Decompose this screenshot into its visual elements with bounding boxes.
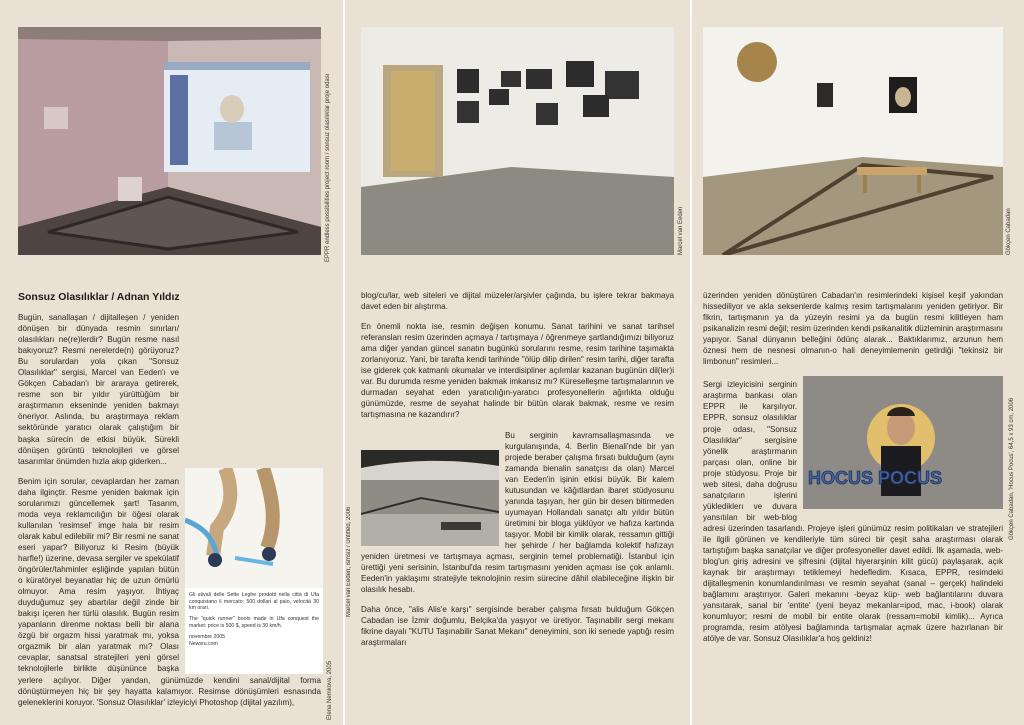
marcel-van-eeden-gallery-photo <box>361 27 674 255</box>
runner-boots-illustration <box>185 468 323 588</box>
article-paragraph: Benim için sorular, cevaplardan her zaman daha ilginçtir. Resme yeniden bakmak için sorularımızı güncellemek şart! Tasarım, moda veya reklamcılığın bir öğesi olarak kullanılan 'resimsel' imge hala bir resim olarak kabul edilebilir mi? Bir resmi ne sanat eseri yapar? Biliyoruz ki Resim (büyük harfle!) üzerine, devasa sergiler ve spekülatif öngörüler/tahminler eşliğinde yapılan bütün o küratöryel beyanatlar hiç de uzun ömürlü olmuyor. Ama resim yaşıyor. İhtiyaç duyduğumuz şey abartılar değil zinde bir bakışı içeren her türlü olasılık. Bugün resim yapanların direnme noktası belli bir alana özgü bir orgazm hissi yaratmak mı, yoksa orgazmik bir alan yaratmak mı? Olası cevaplar, sanatsal stratejileri yeni görsel teknolojilerle birlikte düşününce başka yerlere açılıyor. Diğer yandan, günümüzde kendini sanal/dijital forma dönüştürmeyen hiç bir şey hayatta kalamıyor. Resimse dönüşümleri esnasında geleneklerini koruyor. 'Sonsuz Olasılıklar' izleyiciyi Photoshop (dijital yazılım), <box>18 476 321 707</box>
column-3 <box>693 0 1024 725</box>
hocus-pocus-painting <box>803 376 1003 509</box>
inset-caption-hocus: Gökçen Cabadan, 'Hocus Pocus', 64,5 x 93 cm, 2006 <box>1009 397 1015 540</box>
photo-caption-marcel: Marcel van Eeden <box>678 206 684 255</box>
article-paragraph: blog/cu/lar, web siteleri ve dijital müzeler/arşivler çağında, bu işlere tekrar bakmaya davet eden bir alıştırma. <box>361 291 674 312</box>
article-paragraph: Daha önce, "alis Alis'e karşı" sergisinde beraber çalışma fırsatı bulduğum Gökçen Cabadan ise İzmir doğumlu, Belçika'da yaşıyor ve üretiyor. Taşınabilir sergi mekanı fikrine dayalı "KUTU Taşınabilir Sanat Mekanı" deneyimini, son iki senede yaptığı resim araştırmaları <box>361 605 674 648</box>
photo-caption-gokcen: Gökçen Cabadan <box>1006 208 1012 255</box>
column-1 <box>0 0 340 725</box>
article-paragraph: En önemli nokta ise, resmin değişen konumu. Sanat tarihini ve sanat tarihsel referansları resim üzerinden açmaya / tartışmaya / öğrenmeye şartlandığımızı biliyoruz ama diğer yandan güncel sanatın bugünkü sorularını resme, resim tarihine taşımakta zorlanıyoruz. Yani, bir tarafta kendi tarihinde "ölüp dilip dirilen" resim tarihi, diğer tarafta ise giderek çok katmanlı okumalar ve interdisipliner açılımlar kazanan bugünün dil(ler)i var. Bu durumda resme yeniden bakmak imkansız mı? Küreselleşme tartışmalarının ve durmadan seyahat eden yaratıcılığın-yaratıcı profesyonellerin ağırlıkta olduğu günümüzde, resme de seyahat halinde bir bütün olarak bakmak, resme ve resim tartışmasına ne kazandırır? <box>361 322 674 420</box>
eppr-room-photo <box>18 27 321 255</box>
hocus-pocus-sign: HOCUS POCUS <box>808 468 943 489</box>
article-title: Sonsuz Olasılıklar / Adnan Yıldız <box>18 291 180 303</box>
inset-caption-source: Newsru.com <box>189 641 218 647</box>
article-column-2 <box>361 290 674 657</box>
inset-caption-italian: Gli stivali delle Sette Leghe prodotti nella città di Ufa conquistano il mercato: 500 dollari al paio, velocità 30 km orari. <box>189 592 319 611</box>
inset-caption-marcel: Marcel van Eeden, ismsiz / Untitled, 2006 <box>346 506 352 617</box>
elena-nemkova-inset <box>185 468 323 674</box>
article-paragraph: Bugün, sanallaşan / dijitalleşen / yeniden dönüşen bir dünyada resmin sınırları/ olasılıkları ne(re)lerdir? Bugün resme nasıl bakıyoruz? Resmi nerelerde(n) görüyoruz? Bu sorulardan yola çıkan "Sonsuz Olasılıklar" sergisi, Marcel van Eeden'ı ve Gökçen Cabadan'ı bir araraya getirerek, resme son bir yıldır yürüttüğüm bir araştırmanın ekseninde yeniden bakmayı öneriyor. Aslında, bu araştırmaya reklam sektöründe yaratıcı olarak çalıştığım bir başka sürecin de etkisi büyük. Sürekli dönüşen görüntü teknolojileri ve görsel tasarımlar önümden hızla akıp giderken... <box>18 313 179 466</box>
inset-caption-elena: Elena Nemkova, 2005 <box>327 660 333 720</box>
column-2 <box>346 0 688 725</box>
column-divider <box>690 0 692 725</box>
article-paragraph: üzerinden yeniden dönüştüren Cabadan'ın resimlerindeki kişisel keşif yakından hissediliyor ve akla seksenlerde kalmış resim tartışmalarını yeniden getiriyor. Bir fikrin, tartışmanın ya da yüzeyin resimi ya da bugün resmi kilitleyen ham psikanalizin resmi değil; resim üzerinden kendi psikanalitik düzleminin araştırmasını yapıyor. Sanal dünyanın belleğini ödünç alarak... Baktıklarımız, arzunun hem öznesi hem de nesnesi olmanın-o hali deneyimlemenin getirdiği "tekinsiz bir limbonun" resimleri... <box>703 291 1003 367</box>
gokcen-cabadan-gallery-photo <box>703 27 1003 255</box>
photo-caption-eppr: EPPR endless possibilities project room / sonsuz olasılıklar proje odası <box>325 73 331 262</box>
article-column-1 <box>18 312 321 717</box>
article-paragraph: Sergi izleyicisini serginin araştırma bankası olan EPPR ile karşılıyor. EPPR, sonsuz olasılıklar proje odası, "Sonsuz Olasılıklar" sergisine yönelik araştırmanın parçası olan, online bir proje stüdyosu. Proje bir web sitesi, daha doğrusu sanatçıların işlerini yüklediklerı ve duvara yansıtılan bir web-blog adresi üzerinden tasarlandı. Projeye işleri günümüz resim politikaları ve stratejileri ile ilgili görünen ve kendileriyle tüm süreci bir çeşit saha araştırması olarak tartıştığım başka sanatçılar ve diğer profesyoneller davet edildi. İlk aşamada, web-blog'un giriş adresini ve şifresini (dijital hiyerarşinin kilit gücü) paylaşarak, açık kaynak bir araştırmayı tetiklemeyi hedefledim. Kısaca, EPPR, resimdeki dijitalleşmenin konumlandırılması ve resmin seyahat (sanal – gerçek) halindeki bağlamını araştırıyor. Galeri mekanını -beyaz küp- web bağlantılarını duvara yansıtarak, sanal bir 'entite' (yeni beyaz mekanlar=ipod, mac, i-book) olarak konumluyor; resmi de mobil bir entite olarak (ressam=mobil kimlik)... Ayrıca programda, resim atölyesi bağlamında tartışmalar açmak üzere hazırlanan bir atölye de var. Sonsuz Olasılıklar'a hoş geldiniz! <box>703 380 1003 644</box>
marcel-van-eeden-drawing <box>361 450 499 546</box>
inset-caption-date: novembre 2005 <box>189 634 226 640</box>
column-divider <box>343 0 345 725</box>
inset-caption-english: The "quick runner" boots made in Ufa conquest the market: price is 500 $, speed is 30 km/h. <box>189 616 319 629</box>
article-paragraph: Bu serginin kavramsallaşmasında ve kurgulanışında, 4. Berlin Bienali'nde bir yan projede beraber çalışma fırsatı bulduğum (aynı zamanda bienalin sanatçısı da olan) Marcel van Eeden'in işinin etkisi büyük. Bir kalem kutusundan ve kâğıtlardan ibaret stüdyosunu yanında taşıyan, her gün bir desen bitirmeden uyumayan Hollandalı sanatçı altı yıldır bütün üretimini bir bloga yüklüyor ve hafıza kartında taşıyor. Mobil bir kimlik olarak, ressamın gittiği her şehirde / her bağlamda kolektif hafızayı yeniden üretmesi ve tartışmaya açması, serginin temel problematiği. İstanbul için ürettiği yeni serisinin, İstanbul'da resim tartışmasını yeniden açması ise çok anlamlı. Eeden'in yaklaşımı stratejiyle teknolojinin resim sürecine dâhil olabileceğine ilişkin bir olasılık hesabı. <box>361 430 674 595</box>
article-column-3 <box>703 290 1003 653</box>
